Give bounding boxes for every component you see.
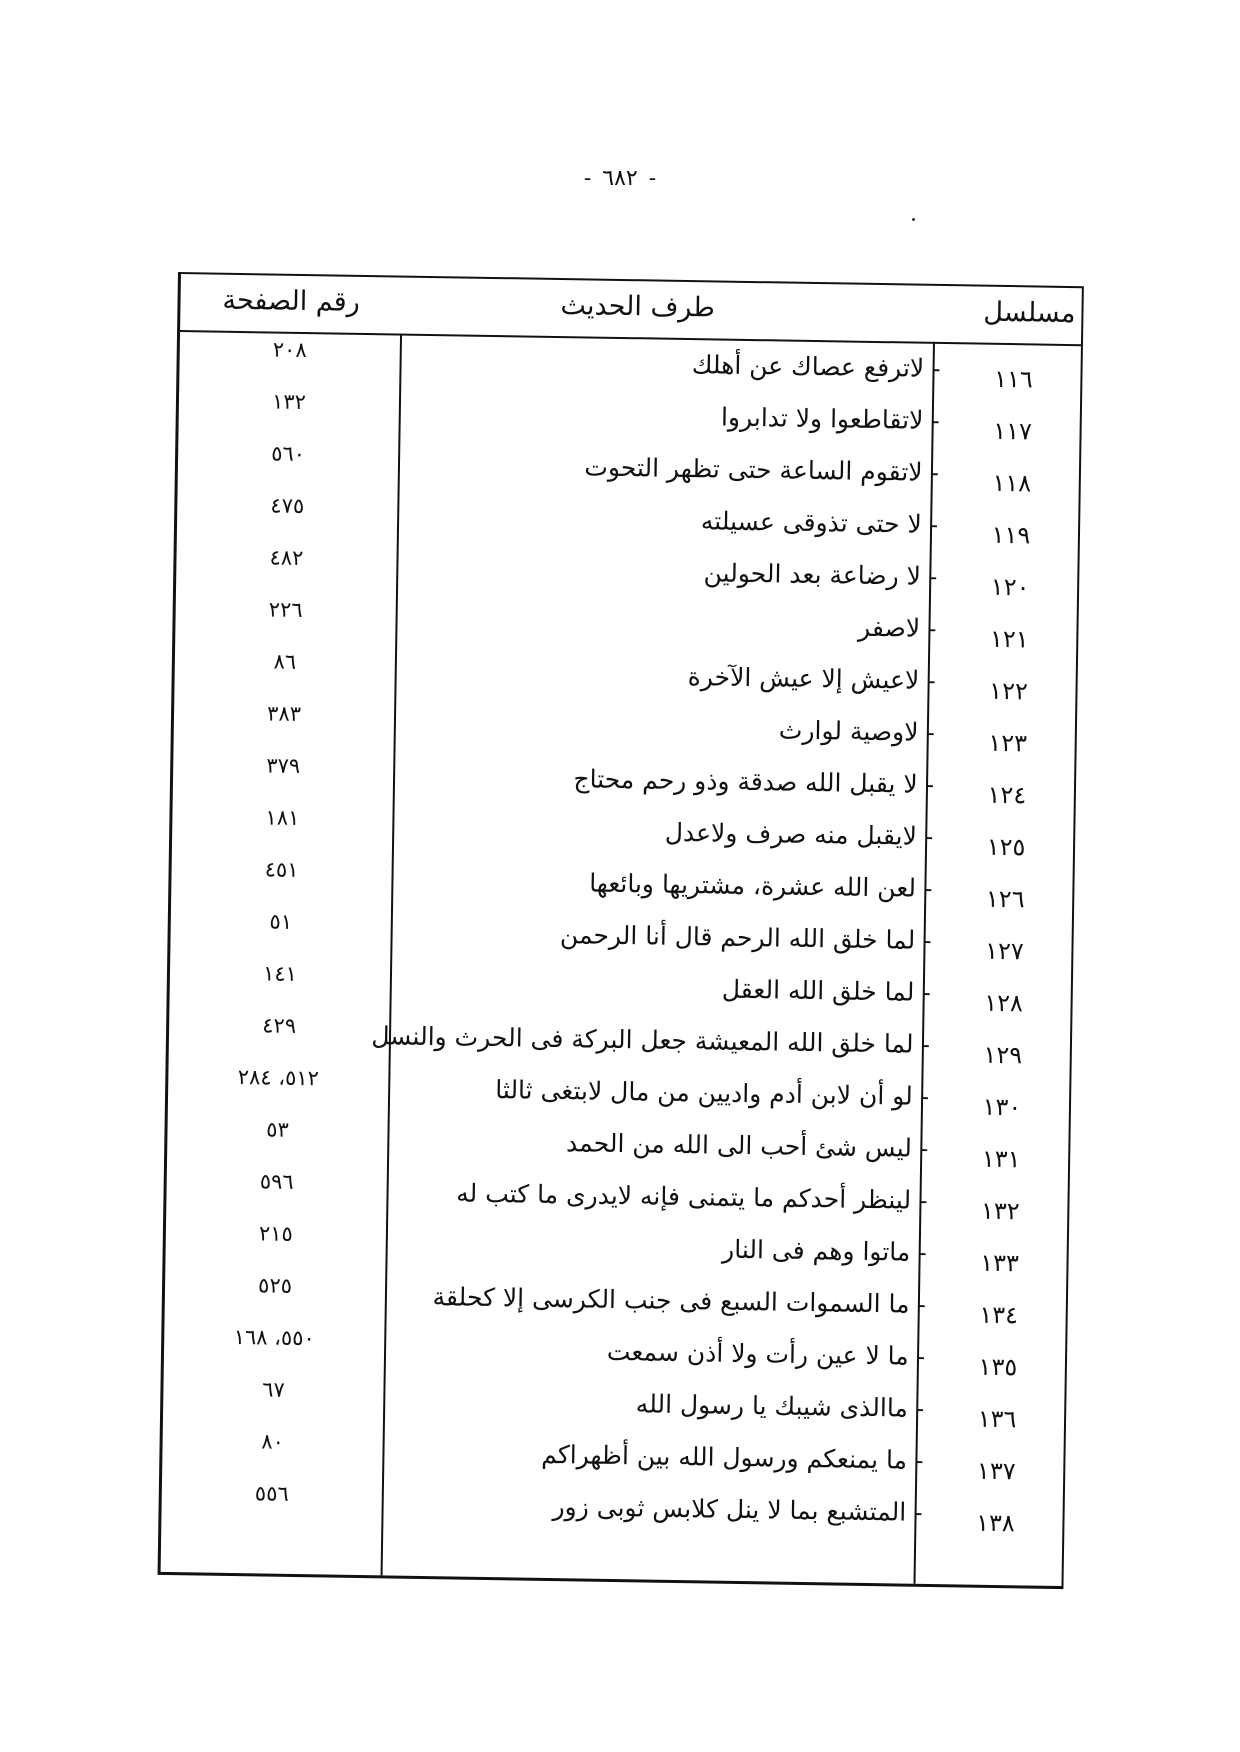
- row-serial: ١١٦: [993, 364, 1033, 394]
- header-hadith: طرف الحديث: [560, 290, 716, 324]
- hadith-index-table: [158, 272, 1084, 1589]
- row-serial: ١١٨: [992, 468, 1032, 498]
- row-hadith-text: - لاتقاطعوا ولا تدابروا: [720, 402, 940, 435]
- row-hadith-text: - ماالذى شيبك يا رسول الله: [635, 1389, 925, 1423]
- row-page-ref: ٣٧٩: [266, 753, 301, 778]
- row-page-ref: ٥٥٦: [254, 1481, 289, 1506]
- row-page-ref: ٢٢٦: [268, 597, 303, 622]
- row-page-ref: ٣٨٣: [266, 701, 302, 726]
- row-page-ref: ١٨١: [265, 805, 300, 830]
- row-page-ref: ١٣٢: [271, 389, 307, 415]
- row-serial: ١٢٥: [986, 832, 1026, 862]
- page-number-dash-right: -: [583, 166, 592, 191]
- page-number-value: ٦٨٢: [602, 166, 638, 191]
- row-hadith-text: - لا رضاعة بعد الحولين: [703, 558, 938, 591]
- row-page-ref: ٤٢٩: [262, 1013, 297, 1038]
- page-number: [0, 166, 1240, 191]
- row-serial: ١١٧: [993, 416, 1033, 446]
- row-hadith-text: - ماتوا وهم فى النار: [721, 1234, 927, 1267]
- row-hadith-text: - لاعيش إلا عيش الآخرة: [687, 662, 936, 695]
- table-header: [180, 274, 1082, 346]
- row-page-ref: ١٤١: [262, 961, 298, 986]
- row-hadith-text: - لو أن لابن أدم واديين من مال لابتغى ثالثا: [495, 1075, 930, 1111]
- row-serial: ١٢٣: [988, 728, 1028, 758]
- row-hadith-text: - لاترفع عصاك عن أهلك: [691, 350, 941, 383]
- row-serial: ١٣٥: [978, 1352, 1018, 1382]
- stray-dot: [912, 218, 915, 221]
- table-body: [161, 337, 1081, 1550]
- row-hadith-text: - لينظر أحدكم ما يتمنى فإنه لايدرى ما كتب له: [456, 1178, 928, 1215]
- row-hadith-text: - ليس شئ أحب الى الله من الحمد: [565, 1128, 929, 1163]
- row-serial: ١٣٣: [979, 1248, 1020, 1278]
- row-hadith-text: - لاوصية لوارث: [778, 715, 936, 747]
- row-hadith-text: - ما السموات السبع فى جنب الكرسى إلا كحلقة: [432, 1282, 927, 1319]
- header-page: رقم الصفحة: [222, 284, 360, 318]
- row-hadith-text: - لما خلق الله الرحم قال أنا الرحمن: [559, 920, 932, 955]
- row-page-ref: ٨٦: [273, 649, 297, 674]
- row-page-ref: ٤٥١: [264, 857, 299, 882]
- row-hadith-text: - لايقبل منه صرف ولاعدل: [664, 817, 934, 851]
- row-serial: ١٢١: [989, 624, 1029, 654]
- row-serial: ١٣١: [981, 1144, 1021, 1174]
- row-serial: ١٣٨: [975, 1508, 1015, 1538]
- row-hadith-text: - المتشبع بما لا ينل كلابس ثوبى زور: [552, 1492, 923, 1527]
- row-page-ref: ٨٠: [261, 1429, 285, 1454]
- row-serial: ١٢٠: [990, 572, 1030, 602]
- row-serial: ١٢٧: [984, 936, 1024, 966]
- row-page-ref: ٥١: [269, 909, 293, 934]
- row-page-ref: ٥٥٠، ١٦٨: [233, 1325, 316, 1351]
- row-serial: ١٢٨: [984, 988, 1024, 1018]
- row-page-ref: ٤٨٢: [269, 545, 304, 571]
- row-page-ref: ٥٣: [266, 1117, 290, 1142]
- row-serial: ١٢٤: [987, 780, 1027, 810]
- row-hadith-text: - لاتقوم الساعة حتى تظهر التحوت: [584, 452, 940, 487]
- row-serial: ١٣٦: [977, 1404, 1017, 1434]
- row-serial: ١٣٢: [980, 1196, 1020, 1226]
- row-hadith-text: - لما خلق الله المعيشة جعل البركة فى الحرث والنسل: [371, 1021, 931, 1059]
- row-page-ref: ٢٠٨: [272, 337, 307, 363]
- row-page-ref: ٥١٢، ٢٨٤: [237, 1065, 320, 1091]
- row-hadith-text: - لما خلق الله العقل: [721, 974, 932, 1007]
- row-serial: ١٢٩: [983, 1040, 1023, 1070]
- row-page-ref: ٥٩٦: [259, 1169, 294, 1194]
- row-serial: ١١٩: [991, 520, 1031, 550]
- header-serial: مسلسل: [983, 296, 1076, 330]
- row-hadith-text: - ما لا عين رأت ولا أذن سمعت: [606, 1336, 926, 1371]
- row-hadith-text: - لا حتى تذوقى عسيلته: [700, 506, 939, 539]
- row-hadith-text: - لا يقبل الله صدقة وذو رحم محتاج: [573, 764, 935, 799]
- row-serial: ١٣٧: [976, 1456, 1016, 1486]
- row-page-ref: ٤٧٥: [270, 493, 305, 519]
- row-serial: ١٢٦: [985, 884, 1025, 914]
- page-number-dash-left: -: [648, 166, 657, 191]
- row-page-ref: ٥٦٠: [271, 441, 306, 467]
- row-hadith-text: - لاصفر: [857, 612, 937, 643]
- row-page-ref: ٦٧: [261, 1377, 285, 1402]
- row-hadith-text: - ما يمنعكم ورسول الله بين أظهراكم: [541, 1439, 924, 1475]
- row-serial: ١٣٠: [982, 1092, 1022, 1122]
- row-serial: ١٢٢: [988, 676, 1029, 706]
- row-page-ref: ٢١٥: [258, 1221, 294, 1246]
- row-hadith-text: - لعن الله عشرة، مشتريها وبائعها: [588, 868, 933, 903]
- row-page-ref: ٥٢٥: [257, 1273, 293, 1298]
- row-serial: ١٣٤: [979, 1300, 1019, 1330]
